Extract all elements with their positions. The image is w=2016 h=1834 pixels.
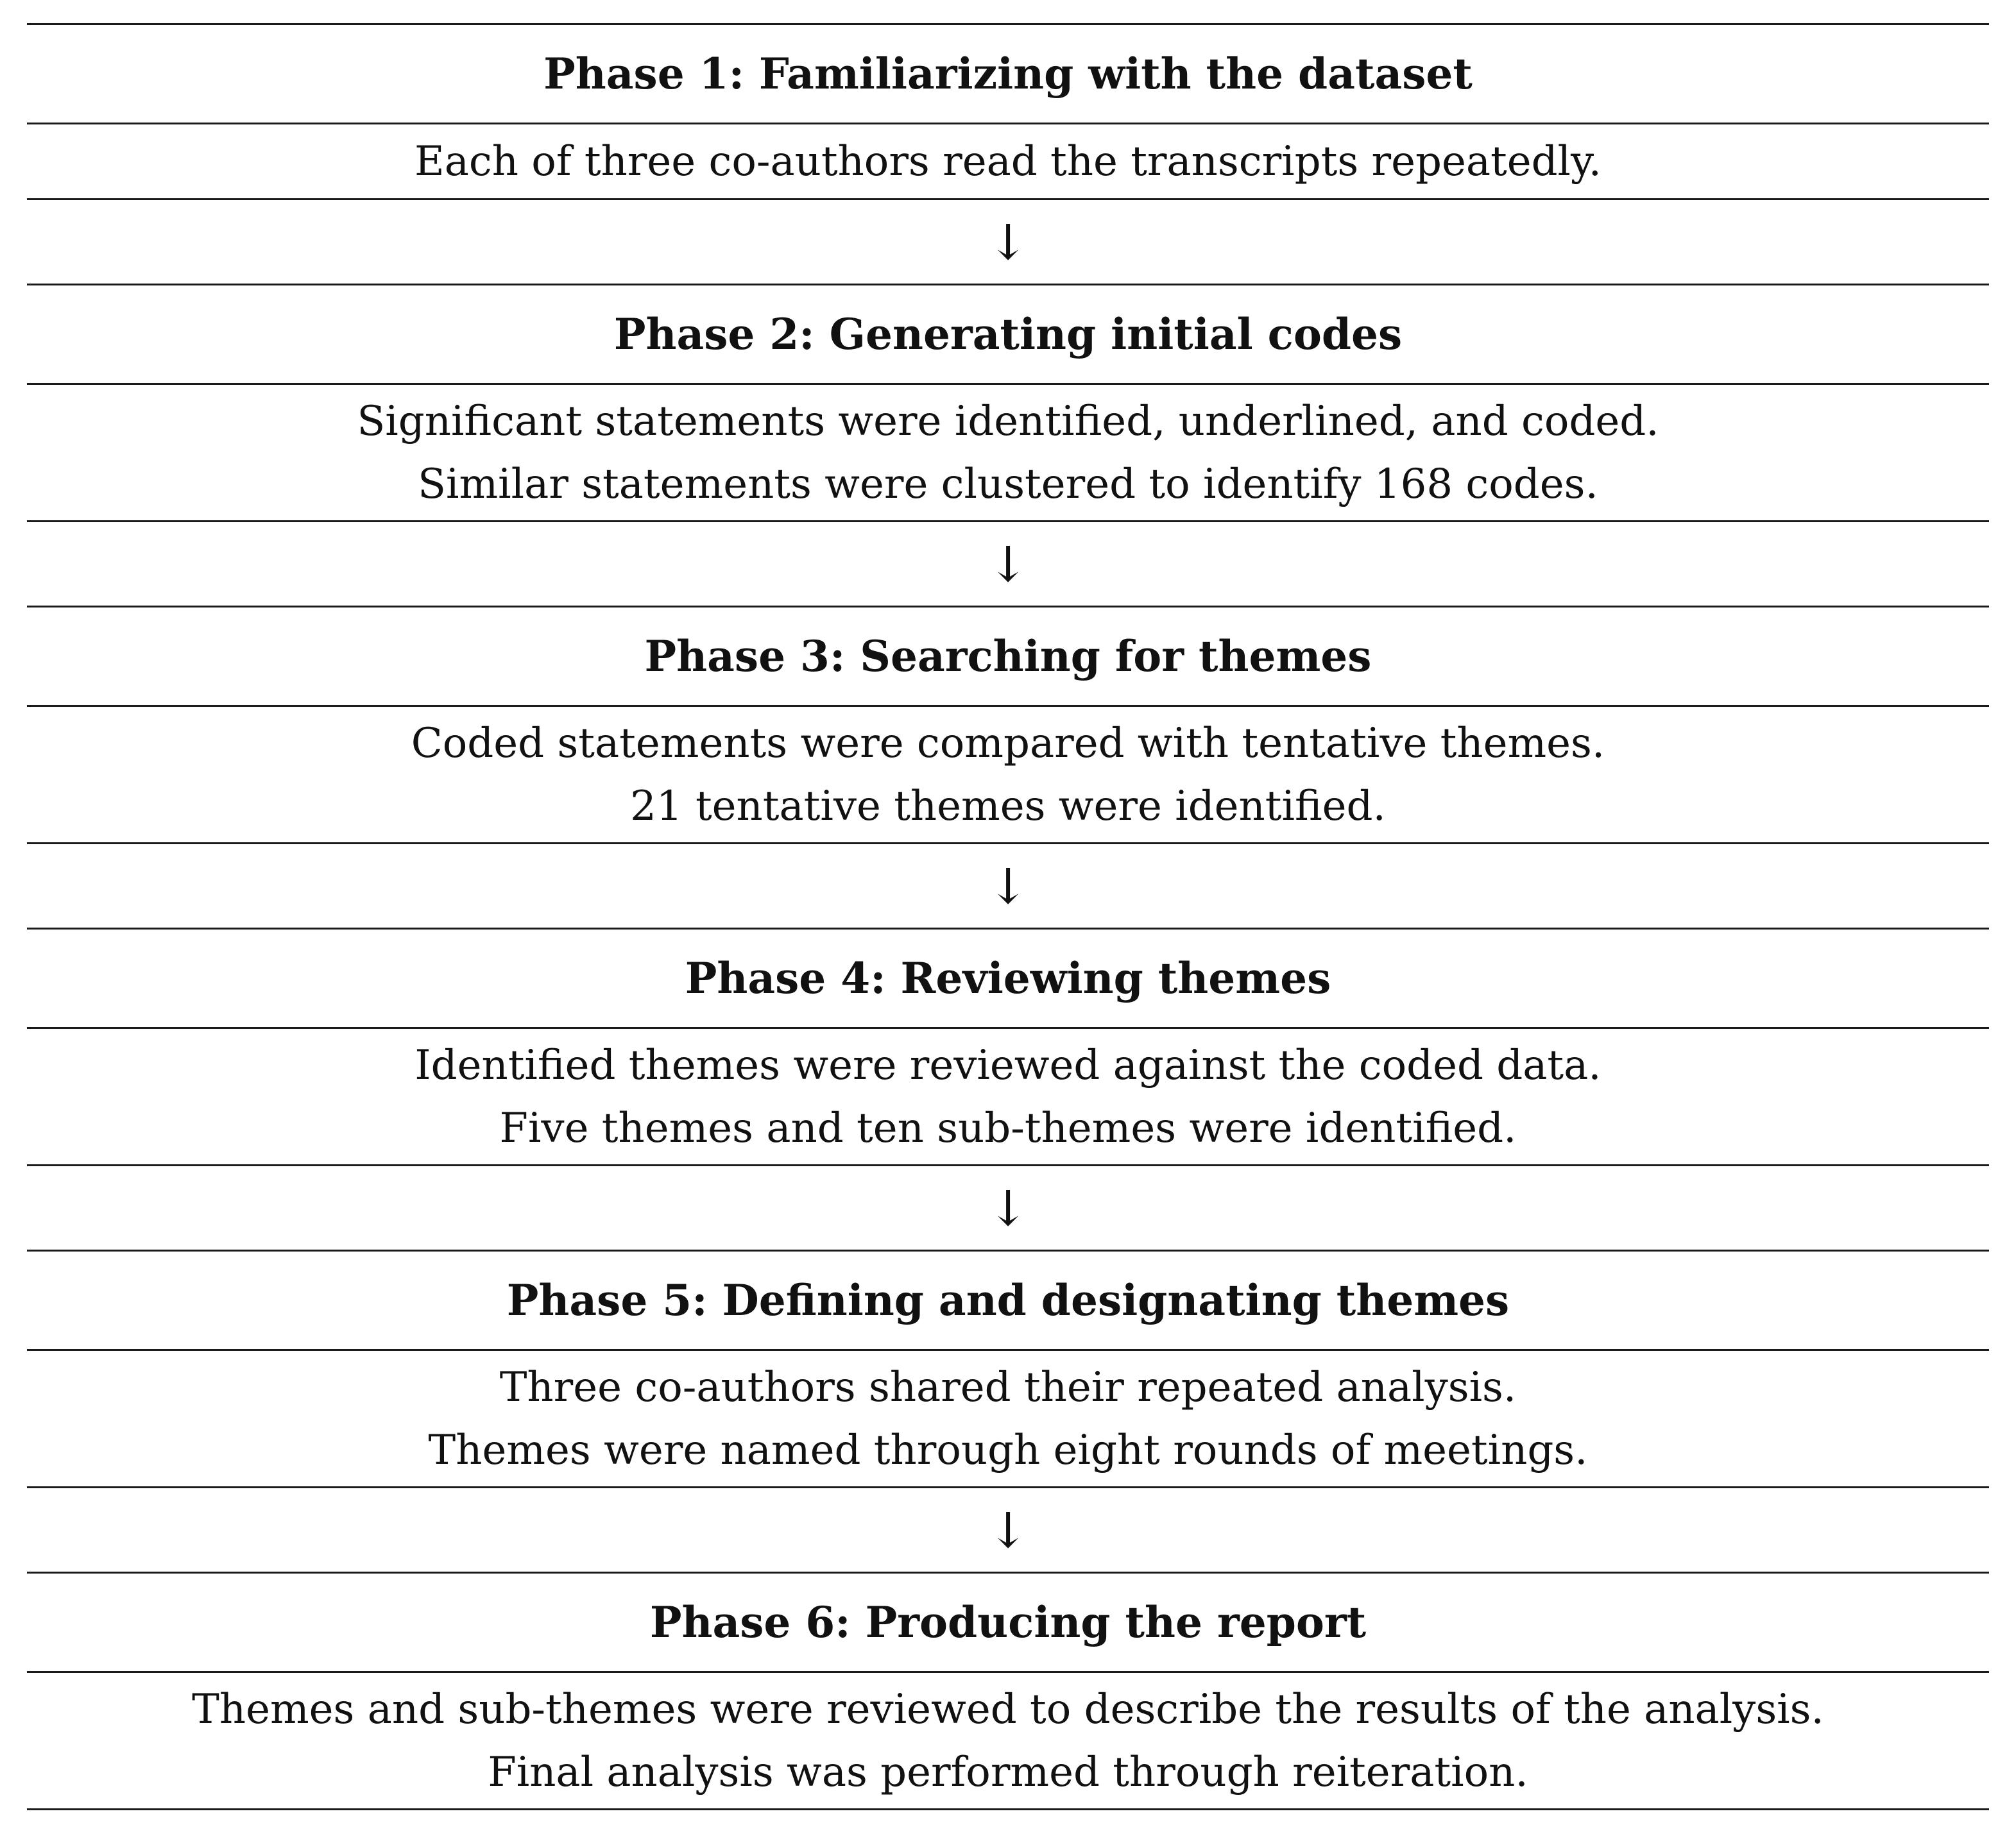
down-arrow-icon: ↓ [27, 1166, 1989, 1252]
phase-2-description [27, 385, 1989, 522]
phase-3-line-2: 21 tentative themes were identified. [630, 782, 1386, 830]
phase-1-title: Phase 1: Familiarizing with the dataset [27, 25, 1989, 124]
phase-6-title: Phase 6: Producing the report [27, 1574, 1989, 1673]
down-arrow-icon: ↓ [27, 844, 1989, 930]
down-arrow-icon: ↓ [27, 522, 1989, 607]
phase-4-line-2: Five themes and ten sub-themes were identified. [499, 1104, 1517, 1152]
phase-2-line-2: Similar statements were clustered to identify 168 codes. [418, 460, 1598, 508]
phase-6-description [27, 1673, 1989, 1810]
phase-4-title: Phase 4: Reviewing themes [27, 930, 1989, 1029]
phase-6-line-2: Final analysis was performed through reiteration. [488, 1748, 1528, 1796]
phase-6-line-1: Themes and sub-themes were reviewed to describe the results of the analysis. [192, 1685, 1824, 1733]
down-arrow-icon: ↓ [27, 1488, 1989, 1574]
down-arrow-icon: ↓ [27, 200, 1989, 285]
phase-3-title: Phase 3: Searching for themes [27, 607, 1989, 707]
phase-5-line-2: Themes were named through eight rounds of meetings. [428, 1426, 1588, 1474]
phase-3-description [27, 707, 1989, 844]
phase-5-title: Phase 5: Defining and designating themes [27, 1252, 1989, 1351]
phase-2-line-1: Significant statements were identified, underlined, and coded. [357, 397, 1659, 445]
phase-3-line-1: Coded statements were compared with tentative themes. [411, 719, 1605, 767]
phase-4-description [27, 1029, 1989, 1166]
phase-4-line-1: Identified themes were reviewed against the coded data. [414, 1041, 1602, 1089]
phase-1-description [27, 124, 1989, 200]
phase-1-line-1: Each of three co-authors read the transcripts repeatedly. [414, 137, 1602, 185]
thematic-analysis-flow [27, 23, 1989, 1810]
phase-5-line-1: Three co-authors shared their repeated analysis. [499, 1363, 1517, 1411]
phase-5-description [27, 1351, 1989, 1488]
phase-2-title: Phase 2: Generating initial codes [27, 285, 1989, 385]
